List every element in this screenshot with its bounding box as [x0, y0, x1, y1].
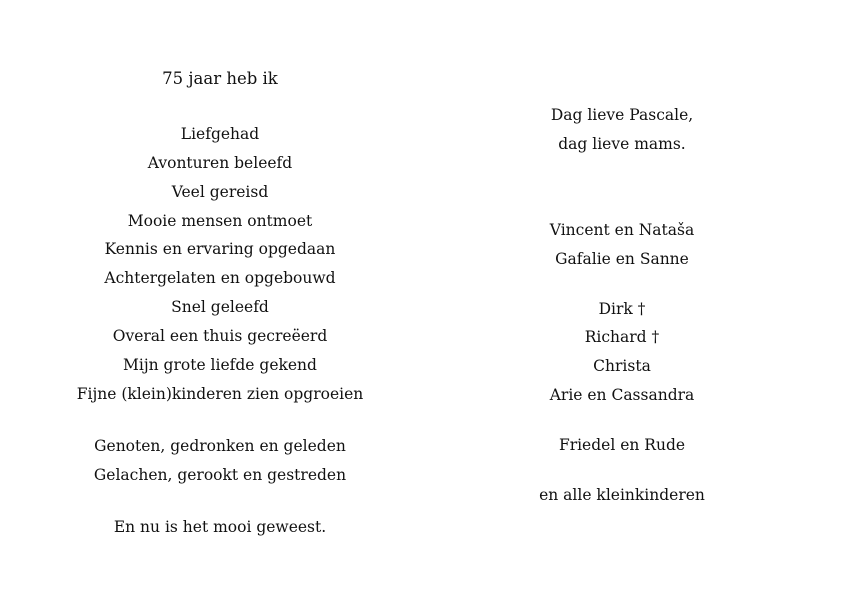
- poem-line: Achtergelaten en opgebouwd: [104, 269, 336, 287]
- family-name: Vincent en Nataša: [549, 221, 695, 239]
- poem-line: Mijn grote liefde gekend: [123, 356, 317, 374]
- greeting-line: Dag lieve Pascale,: [550, 106, 694, 124]
- family-name: Richard †: [584, 328, 660, 346]
- poem-stanza-line: Genoten, gedronken en geleden: [94, 437, 346, 455]
- family-name: Friedel en Rude: [558, 436, 686, 454]
- poem-line: Veel gereisd: [171, 183, 269, 201]
- farewell-column: [462, 0, 782, 595]
- poem-closing: En nu is het mooi geweest.: [113, 518, 327, 536]
- greeting-line: dag lieve mams.: [558, 135, 686, 153]
- poem-line: Snel geleefd: [171, 298, 269, 316]
- poem-column: [60, 0, 380, 595]
- poem-line: Liefgehad: [180, 125, 260, 143]
- poem-line: Overal een thuis gecreëerd: [112, 327, 328, 345]
- poem-line: Avonturen beleefd: [147, 154, 293, 172]
- poem-line: Mooie mensen ontmoet: [127, 212, 313, 230]
- poem-stanza-line: Gelachen, gerookt en gestreden: [93, 466, 347, 484]
- family-name: Gafalie en Sanne: [555, 250, 689, 268]
- poem-line: Fijne (klein)kinderen zien opgroeien: [76, 385, 364, 403]
- poem-line: Kennis en ervaring opgedaan: [104, 240, 336, 258]
- family-name: Dirk †: [598, 300, 646, 318]
- family-name: Christa: [593, 357, 651, 375]
- poem-title: 75 jaar heb ik: [162, 69, 278, 88]
- grandchildren-line: en alle kleinkinderen: [539, 486, 705, 504]
- family-name: Arie en Cassandra: [549, 386, 695, 404]
